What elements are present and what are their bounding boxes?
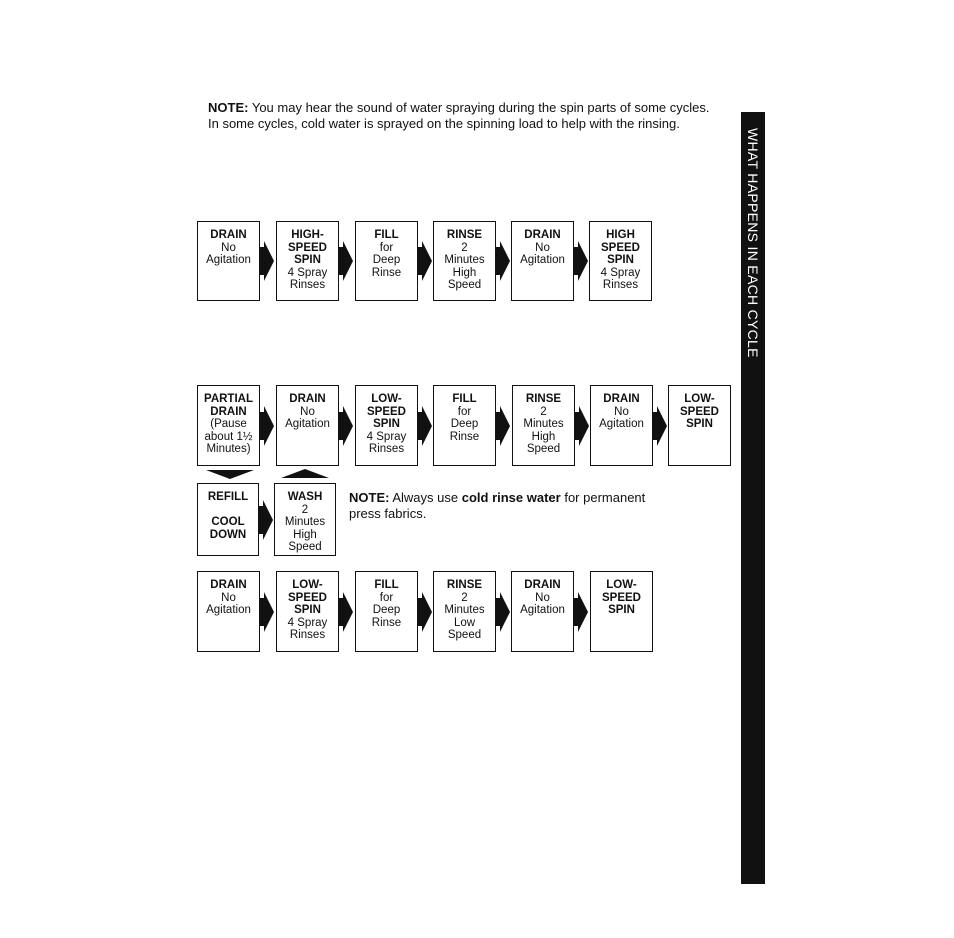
step-detail: Speed	[447, 279, 482, 292]
step-detail: Rinses	[289, 629, 326, 642]
right-arrow-icon	[264, 241, 274, 281]
step-box	[197, 385, 260, 466]
step-detail: Agitation	[520, 604, 565, 617]
step-title: DRAIN	[210, 579, 247, 591]
up-arrow-icon	[281, 469, 329, 478]
step-title: LOW- SPEED SPIN	[602, 579, 641, 617]
step-box	[276, 385, 339, 466]
right-arrow-icon	[343, 592, 353, 632]
down-arrow-icon	[206, 470, 254, 479]
note-mid-emphasis: cold rinse water	[461, 490, 561, 505]
step-detail: High	[531, 430, 556, 443]
step-detail: Agitation	[206, 604, 251, 617]
step-title: REFILL COOL DOWN	[207, 491, 249, 541]
step-detail: High	[452, 266, 477, 279]
step-detail: No	[535, 591, 550, 604]
right-arrow-icon	[264, 592, 274, 632]
note-mid	[349, 490, 649, 522]
step-detail: Minutes	[444, 604, 485, 617]
side-tab-title: WHAT HAPPENS IN EACH CYCLE	[745, 128, 761, 358]
right-arrow-icon	[657, 406, 667, 446]
right-arrow-icon	[343, 406, 353, 446]
step-detail: 4 Spray	[600, 266, 641, 279]
step-detail: No	[221, 241, 236, 254]
step-box	[590, 385, 653, 466]
step-title: DRAIN	[524, 579, 561, 591]
step-title: DRAIN	[603, 393, 640, 405]
step-detail: No	[300, 405, 315, 418]
right-arrow-icon	[578, 592, 588, 632]
step-detail: 4 Spray	[287, 266, 328, 279]
side-tab	[741, 112, 765, 884]
step-box	[274, 483, 336, 556]
step-title: LOW- SPEED SPIN	[680, 393, 719, 431]
step-box	[355, 385, 418, 466]
step-title: LOW- SPEED SPIN	[288, 579, 327, 617]
step-box	[433, 385, 496, 466]
step-box	[433, 571, 496, 652]
step-title: DRAIN	[524, 229, 561, 241]
step-detail: Speed	[447, 629, 482, 642]
note-mid-text-after: for permanent press fabrics.	[349, 490, 646, 521]
note-top-text: You may hear the sound of water spraying during the spin parts of some cycles. In some cycles, cold water is sprayed on the spinning load to help with the rinsing.	[208, 100, 710, 131]
step-title: WASH	[287, 491, 323, 503]
step-detail: 2	[461, 241, 468, 254]
step-title: DRAIN	[210, 229, 247, 241]
step-box	[589, 221, 652, 301]
step-detail: Agitation	[206, 254, 251, 267]
note-top	[208, 100, 718, 132]
step-detail: No	[535, 241, 550, 254]
note-top-label: NOTE:	[208, 100, 249, 115]
step-detail: 4 Spray	[366, 430, 407, 443]
step-detail: Speed	[526, 443, 561, 456]
step-detail: Deep	[450, 418, 479, 431]
right-arrow-icon	[343, 241, 353, 281]
right-arrow-icon	[500, 241, 510, 281]
step-title: FILL	[452, 393, 477, 405]
step-title: RINSE	[446, 229, 483, 241]
step-title: DRAIN	[289, 393, 326, 405]
step-detail: about 1½	[204, 430, 253, 443]
step-box	[197, 483, 259, 556]
right-arrow-icon	[578, 241, 588, 281]
right-arrow-icon	[263, 500, 273, 540]
right-arrow-icon	[422, 406, 432, 446]
step-title: FILL	[374, 229, 399, 241]
step-box	[668, 385, 731, 466]
step-detail: 2	[461, 591, 468, 604]
step-detail: Rinses	[602, 279, 639, 292]
right-arrow-icon	[422, 241, 432, 281]
step-detail: Minutes	[523, 418, 564, 431]
step-detail: Low	[453, 616, 476, 629]
step-detail: High	[293, 528, 317, 541]
step-box	[511, 571, 574, 652]
step-detail: for	[379, 591, 394, 604]
step-box	[590, 571, 653, 652]
step-detail: Agitation	[520, 254, 565, 267]
step-title: FILL	[374, 579, 399, 591]
step-detail: Rinses	[368, 443, 405, 456]
note-mid-label: NOTE:	[349, 490, 390, 505]
step-detail: No	[614, 405, 629, 418]
step-detail: for	[457, 405, 472, 418]
step-box	[276, 221, 339, 301]
step-detail: Deep	[372, 604, 401, 617]
step-title: PARTIAL DRAIN	[204, 393, 253, 418]
note-mid-text-before: Always use	[392, 490, 459, 505]
step-detail: Minutes	[284, 516, 326, 529]
step-detail: 2	[301, 503, 309, 516]
step-title: HIGH SPEED SPIN	[601, 229, 640, 267]
step-detail: Rinses	[289, 279, 326, 292]
step-detail: 2	[540, 405, 547, 418]
right-arrow-icon	[264, 406, 274, 446]
step-detail: Deep	[372, 254, 401, 267]
step-detail: (Pause	[210, 418, 247, 431]
right-arrow-icon	[422, 592, 432, 632]
step-box	[511, 221, 574, 301]
right-arrow-icon	[500, 592, 510, 632]
step-box	[197, 221, 260, 301]
step-box	[197, 571, 260, 652]
step-detail: 4 Spray	[287, 616, 328, 629]
step-title: HIGH- SPEED SPIN	[288, 229, 327, 267]
step-box	[276, 571, 339, 652]
right-arrow-icon	[579, 406, 589, 446]
step-box	[355, 221, 418, 301]
step-detail: Minutes	[444, 254, 485, 267]
step-detail: Speed	[288, 541, 322, 554]
step-box	[433, 221, 496, 301]
step-box	[512, 385, 575, 466]
step-title: RINSE	[446, 579, 483, 591]
step-detail: Rinse	[371, 266, 402, 279]
step-title: LOW- SPEED SPIN	[367, 393, 406, 431]
step-box	[355, 571, 418, 652]
step-detail: Agitation	[599, 418, 644, 431]
step-detail: No	[221, 591, 236, 604]
step-detail: Rinse	[371, 616, 402, 629]
right-arrow-icon	[500, 406, 510, 446]
step-detail: Rinse	[449, 430, 480, 443]
step-detail: Minutes)	[206, 443, 251, 456]
step-title: RINSE	[525, 393, 562, 405]
step-detail: Agitation	[285, 418, 330, 431]
step-detail: for	[379, 241, 394, 254]
